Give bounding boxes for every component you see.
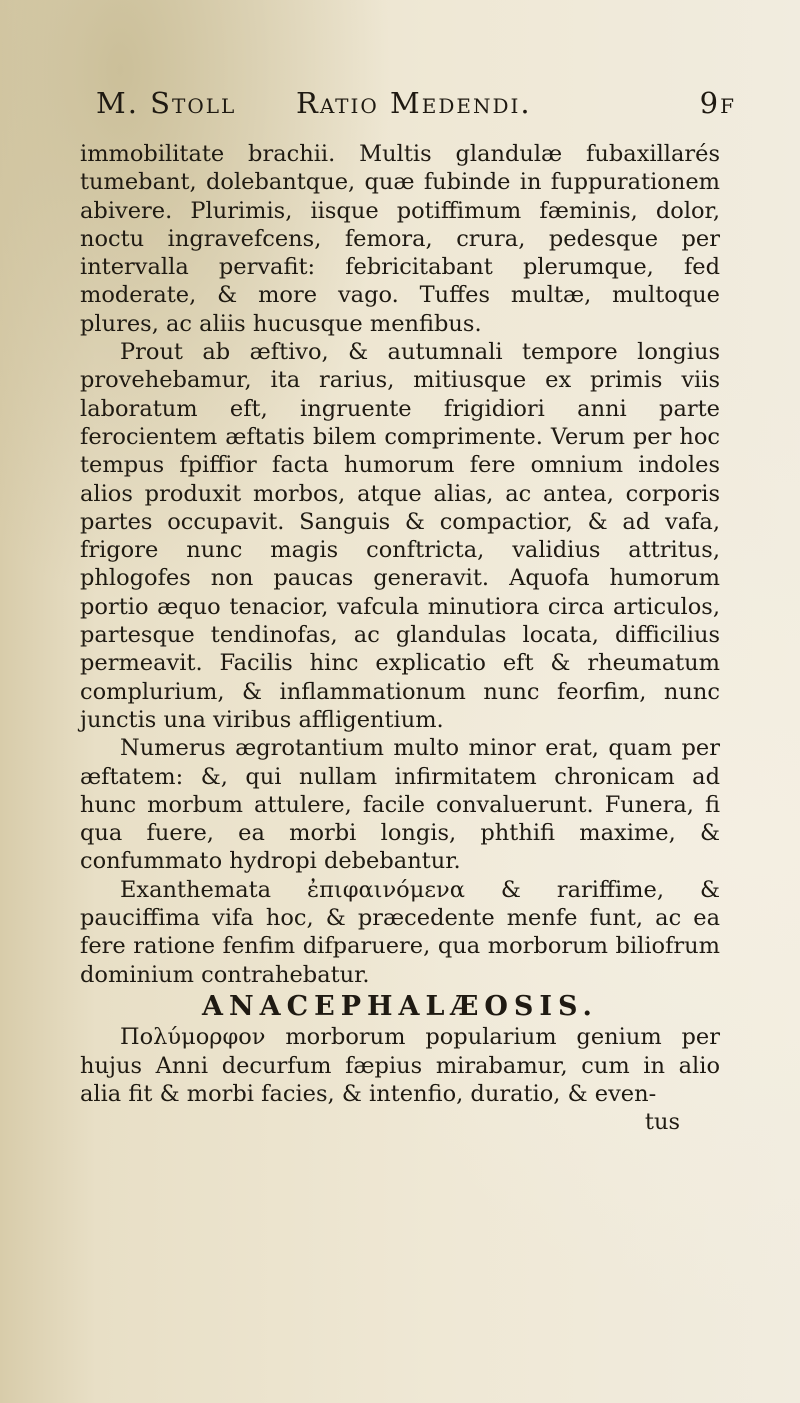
paragraph-1: immobilitate brachii. Multis glandulæ fubaxillarés tumebant, dolebantque, quæ fubinde in fuppurationem abivere. Plurimis, iisque potiffimum fæminis, dolor, noctu ingravefcens, femora, crura, pedesque per intervalla pervafit: febricitabant plerumque, fed moderate, & more vago. Tuffes multæ, multoque plures, ac aliis hucusque menfibus.: [80, 141, 720, 337]
paragraph-2: Prout ab æftivo, & autumnali tempore longius provehebamur, ita rarius, mitiusque ex primis viis laboratum eft, ingruente frigidiori anni parte ferocientem æftatis bilem comprimente. Verum per hoc tempus fpiffior facta humorum fere omnium indoles alios produxit morbos, atque alias, ac antea, corporis partes occupavit. Sanguis & compactior, & ad vafa, frigore nunc magis conftricta, validius attritus, phlogofes non paucas generavit. Aquofa humorum portio æquo tenacior, vafcula minutiora circa articulos, partesque tendinofas, ac glandulas locata, difficilius permeavit. Facilis hinc explicatio eft & rheumatum complurium, & inflammationum nunc feorfim, nunc junctis una viribus affligentium.: [80, 339, 720, 733]
section-heading: ANACEPHALÆOSIS.: [202, 990, 598, 1022]
catchword: tus: [644, 1109, 680, 1136]
main-text: [80, 140, 720, 1136]
running-header: [96, 86, 736, 126]
paragraph-4: Exanthemata ἐπιφαινόμενα & rariffime, & pauciffima vifa hoc, & præcedente menfe funt, ac ea fere ratione fenfim difparuere, qua morborum biliofrum dominium contrahebatur.: [80, 876, 720, 988]
page-number: 9f: [699, 86, 736, 120]
header-author: M. Stoll: [96, 86, 237, 120]
paragraph-3: Numerus ægrotantium multo minor erat, quam per æftatem: &, qui nullam infirmitatem chronicam ad hunc morbum attulere, facile convaluerunt. Funera, fi qua fuere, ea morbi longis, phthifi maxime, & confummato hydropi debebantur.: [80, 735, 720, 875]
closing-paragraph: Πολύμορφον morborum popularium genium per hujus Anni decurfum fæpius mirabamur, cum in alio alia fit & morbi facies, & intenfio, duratio, & even-: [80, 1024, 720, 1107]
header-title: Ratio Medendi.: [296, 86, 532, 120]
